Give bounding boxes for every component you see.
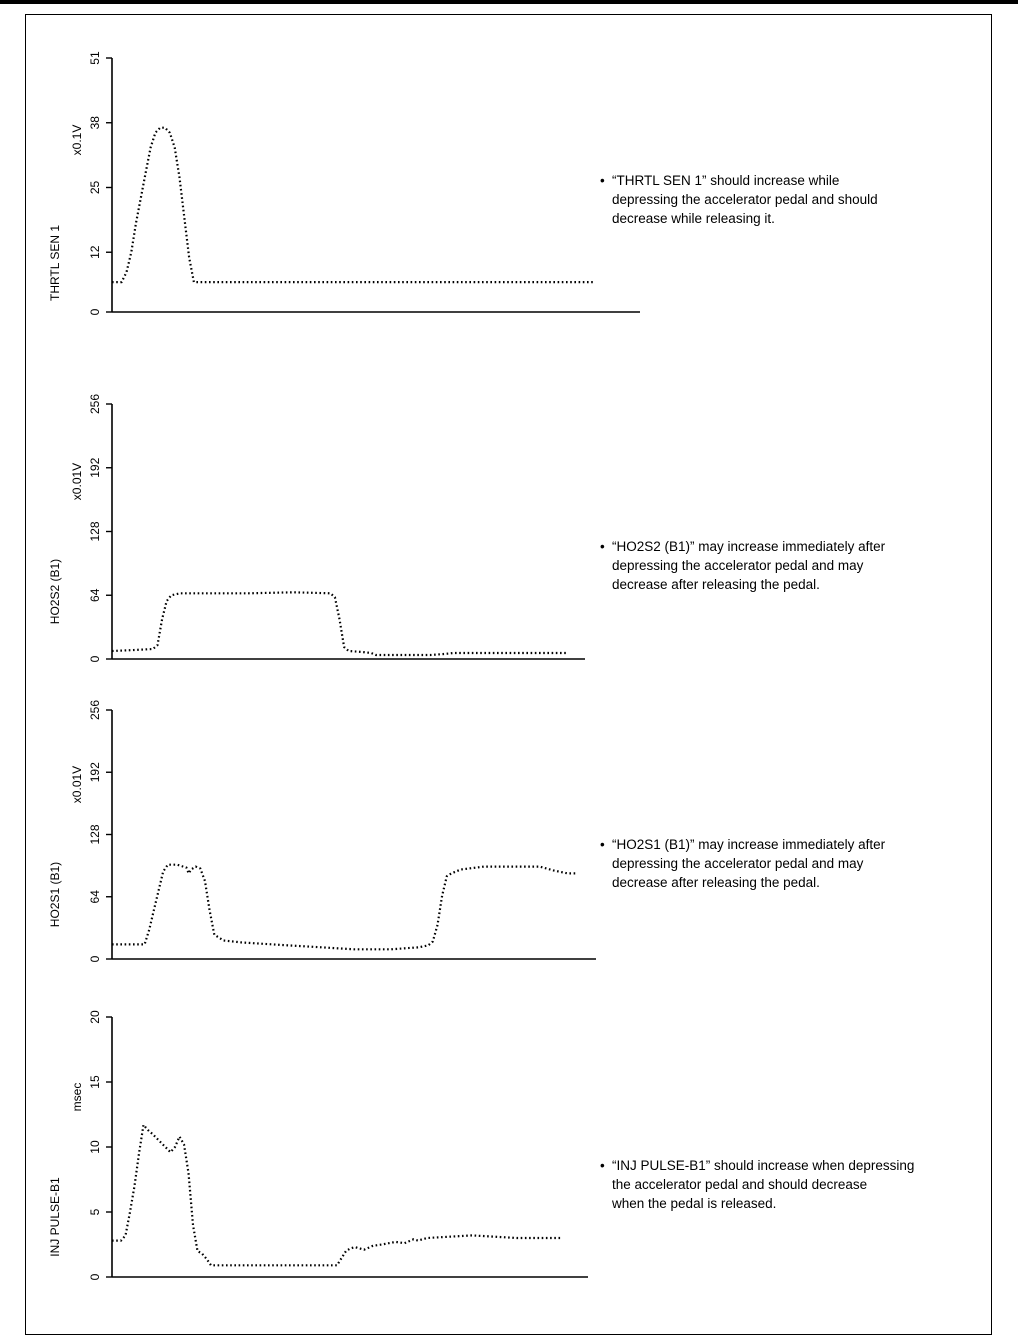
- thrtl-sen-1-unit-label: x0.1V: [70, 124, 85, 156]
- note-thrtl-sen-1: [600, 171, 980, 228]
- ho2s2-b1-series-line: [112, 592, 567, 655]
- ho2s2-b1-y-tick-label: 192: [88, 457, 103, 478]
- note-bullet: •: [600, 1158, 605, 1173]
- thrtl-sen-1-y-tick-label: 38: [88, 116, 103, 130]
- ho2s2-b1-unit-label: x0.01V: [70, 462, 85, 501]
- inj-pulse-b1-y-tick-label: 10: [88, 1140, 103, 1154]
- note-text: “HO2S1 (B1)” may increase immediately after depressing the accelerator pedal and may decrease after releasing the pedal.: [612, 837, 886, 890]
- inj-pulse-b1-ylabel: INJ PULSE-B1: [48, 1177, 63, 1257]
- inj-pulse-b1-y-tick-label: 15: [88, 1075, 103, 1089]
- note-ho2s2-b1: [600, 537, 980, 594]
- note-text: “HO2S2 (B1)” may increase immediately after depressing the accelerator pedal and may decrease after releasing the pedal.: [612, 539, 886, 592]
- note-ho2s1-b1: [600, 835, 980, 892]
- ho2s1-b1-y-tick-label: 64: [88, 890, 103, 904]
- thrtl-sen-1-y-tick-label: 51: [88, 51, 103, 65]
- ho2s1-b1-y-tick-label: 128: [88, 824, 103, 845]
- note-inj-pulse-b1: [600, 1156, 992, 1213]
- ho2s2-b1-y-tick-label: 0: [88, 655, 103, 663]
- inj-pulse-b1-series-line: [112, 1125, 562, 1265]
- thrtl-sen-1-y-tick-label: 0: [88, 308, 103, 316]
- ho2s2-b1-ylabel: HO2S2 (B1): [48, 558, 63, 625]
- ho2s2-b1-y-tick-label: 256: [88, 393, 103, 415]
- inj-pulse-b1-y-tick-label: 20: [88, 1010, 103, 1024]
- ho2s1-b1-y-tick-label: 192: [88, 762, 103, 783]
- inj-pulse-b1-y-tick-label: 0: [88, 1273, 103, 1281]
- note-bullet: •: [600, 539, 605, 554]
- ho2s1-b1-y-tick-label: 256: [88, 699, 103, 721]
- note-bullet: •: [600, 173, 605, 188]
- thrtl-sen-1-y-tick-label: 12: [88, 245, 103, 259]
- thrtl-sen-1-ylabel: THRTL SEN 1: [48, 224, 63, 302]
- inj-pulse-b1-y-tick-label: 5: [88, 1208, 103, 1216]
- inj-pulse-b1-unit-label: msec: [70, 1082, 85, 1112]
- note-bullet: •: [600, 837, 605, 852]
- ho2s1-b1-series-line: [112, 865, 577, 950]
- ho2s1-b1-unit-label: x0.01V: [70, 765, 85, 804]
- ho2s1-b1-ylabel: HO2S1 (B1): [48, 861, 63, 928]
- note-text: “THRTL SEN 1” should increase while depressing the accelerator pedal and should decrease while releasing it.: [612, 173, 878, 226]
- ho2s2-b1-y-tick-label: 64: [88, 588, 103, 602]
- thrtl-sen-1-y-tick-label: 25: [88, 180, 103, 195]
- note-text: “INJ PULSE-B1” should increase when depressing the accelerator pedal and should decrease when the pedal is released.: [612, 1158, 915, 1211]
- thrtl-sen-1-series-line: [112, 128, 594, 282]
- ho2s2-b1-y-tick-label: 128: [88, 521, 103, 542]
- ho2s1-b1-y-tick-label: 0: [88, 955, 103, 963]
